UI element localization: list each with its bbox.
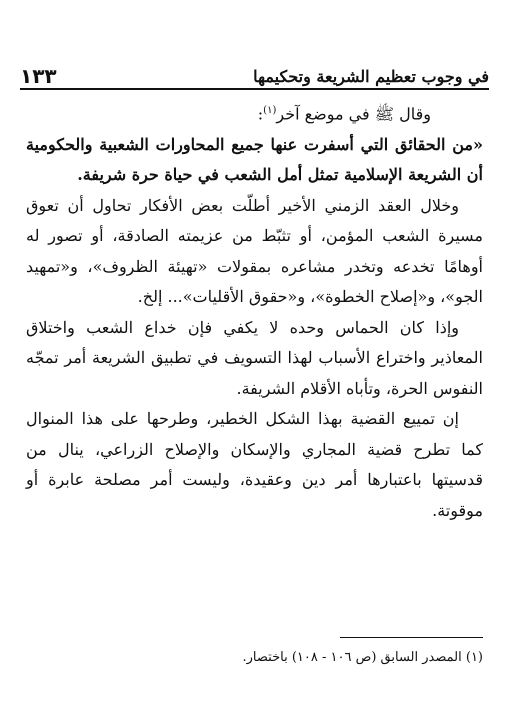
paragraph-1: وخلال العقد الزمني الأخير أطلّت بعض الأفكار تحاول أن تعوق مسيرة الشعب المؤمن، أو تثبّط من عزيمته الصادقة، أو تصور له أوهامًا تخدعه وتخدر مشاعره بمقولات «تهيئة الظروف»، و«تمهيد الجو»، و«إصلاح الخطوة»، و«حقوق الأقليات»... إلخ. bbox=[26, 195, 483, 307]
lead-in-colon: : bbox=[257, 104, 264, 124]
page-number: ١٣٣ bbox=[20, 64, 57, 88]
footnote: (١) المصدر السابق (ص ١٠٦ - ١٠٨) باختصار. bbox=[242, 650, 483, 665]
paragraph-3: إن تمييع القضية بهذا الشكل الخطير، وطرحها على هذا المنوال كما تطرح قضية المجاري والإسكان والإصلاح الزراعي، ينال من قدسيتها باعتبارها أمر دين وعقيدة، وليست أمر مصلحة عابرة أو موقوتة. bbox=[26, 409, 484, 520]
footnote-separator bbox=[340, 637, 483, 638]
lead-in-line bbox=[26, 96, 483, 130]
main-text bbox=[26, 96, 483, 526]
footnote-reference: (١) bbox=[263, 105, 277, 116]
lead-in-text: وقال ﷺ في موضع آخر bbox=[276, 104, 431, 124]
quoted-paragraph: «من الحقائق التي أسفرت عنها جميع المحاورات الشعبية والحكومية أن الشريعة الإسلامية تمثل أمل الشعب في حياة حرة شريفة. bbox=[26, 134, 483, 185]
running-title: في وجوب تعظيم الشريعة وتحكيمها bbox=[253, 67, 489, 86]
page-header bbox=[20, 58, 489, 90]
paragraph-2: وإذا كان الحماس وحده لا يكفي فإن خداع الشعب واختلاق المعاذير واختراع الأسباب لهذا التسويف في تطبيق الشريعة أمر تمجّه النفوس الحرة، وتأباه الأقلام الشريفة. bbox=[26, 317, 483, 398]
